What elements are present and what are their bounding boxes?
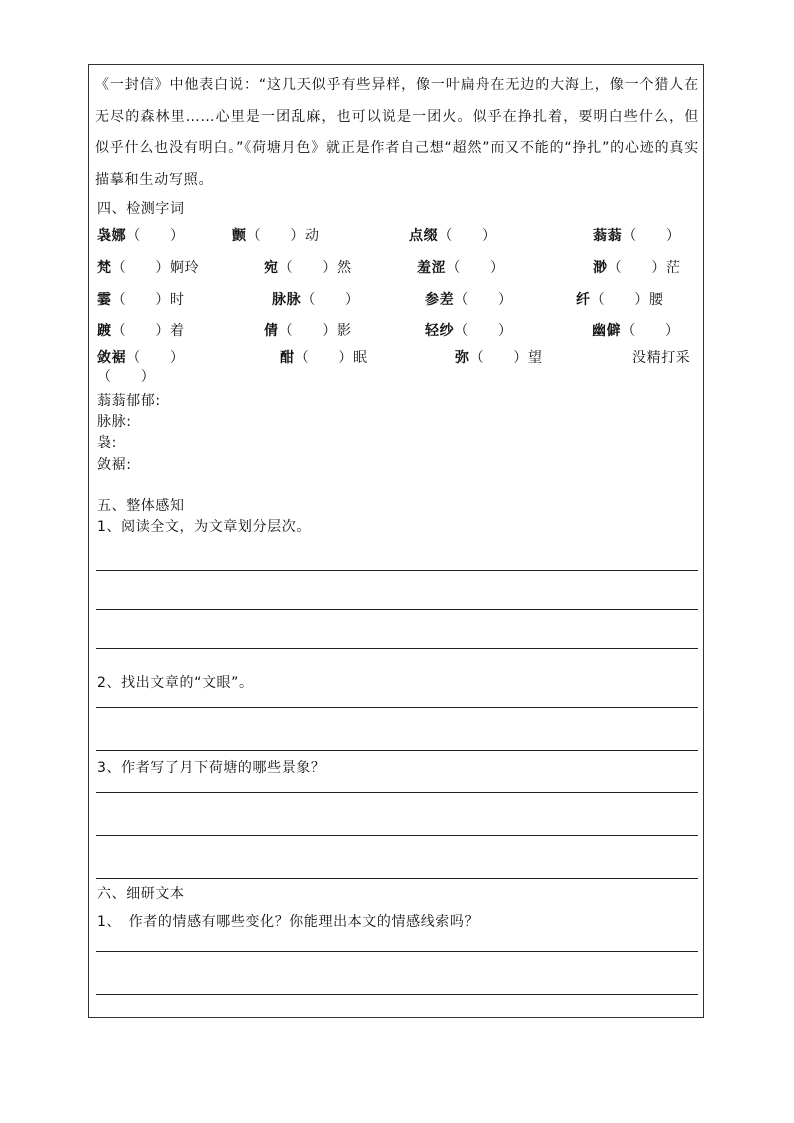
intro-text: 《一封信》中他表白说：“这几天似乎有些异样，像一叶扁舟在无边的大海上，像一个猎人在无尽的森林里……心里是一团乱麻，也可以说是一团火。似乎在挣扎着，要明白些什么，但似乎什么也没有明白。”《荷塘月色》就正是作者自己想“超然”而又不能的“挣扎”的心迹的真实描摹和生动写照。 [95,77,699,188]
word-item: 羞涩（ ） [417,260,505,276]
word-item: 袅娜（ ） [97,228,185,244]
word-item: 轻纱（ ） [425,323,513,339]
word-item: 霎（ ）时 [97,292,185,308]
answer-line [96,835,698,836]
word-item: 渺（ ）茫 [593,260,681,276]
word-item: 没精打采 [632,350,691,366]
definition-label: 袅: [97,435,117,451]
answer-line [96,707,698,708]
word-item: 幽僻（ ） [592,323,680,339]
answer-line [96,570,698,571]
section5-heading: 五、整体感知 [97,498,185,514]
word-item: 宛（ ）然 [264,260,352,276]
word-item: 脉脉（ ） [272,292,360,308]
word-item: 颤（ ）动 [232,228,320,244]
word-item: 敛裾（ ） [97,350,185,366]
word-item: 蓊蓊（ ） [593,228,681,244]
section4-heading: 四、检测字词 [97,201,185,217]
word-item: 点缀（ ） [409,228,497,244]
question-2: 2、找出文章的“文眼”。 [97,675,254,691]
answer-line [96,609,698,610]
word-item: 参差（ ） [425,292,513,308]
definition-label: 敛裾: [97,457,132,473]
definition-label: 蓊蓊郁郁: [97,393,161,409]
answer-line [96,792,698,793]
answer-line [96,951,698,952]
word-item: 踱（ ）着 [97,323,185,339]
answer-line [96,648,698,649]
answer-line [96,750,698,751]
word-item: 酣（ ）眠 [280,350,368,366]
question-1: 1、阅读全文，为文章划分层次。 [97,519,311,535]
definition-label: 脉脉: [97,414,132,430]
word-item: 弥（ ）望 [455,350,543,366]
wrap-blank: （ ） [97,369,156,385]
intro-paragraph [95,70,699,196]
word-item: 倩（ ）影 [264,323,352,339]
answer-line [96,878,698,879]
question-6-1: 1、 作者的情感有哪些变化？你能理出本文的情感线索吗？ [97,914,480,930]
word-item: 梵（ ）婀玲 [97,260,200,276]
question-3: 3、作者写了月下荷塘的哪些景象？ [97,760,326,776]
word-item: 纤（ ）腰 [576,292,664,308]
answer-line [96,994,698,995]
section6-heading: 六、细研文本 [97,886,185,902]
